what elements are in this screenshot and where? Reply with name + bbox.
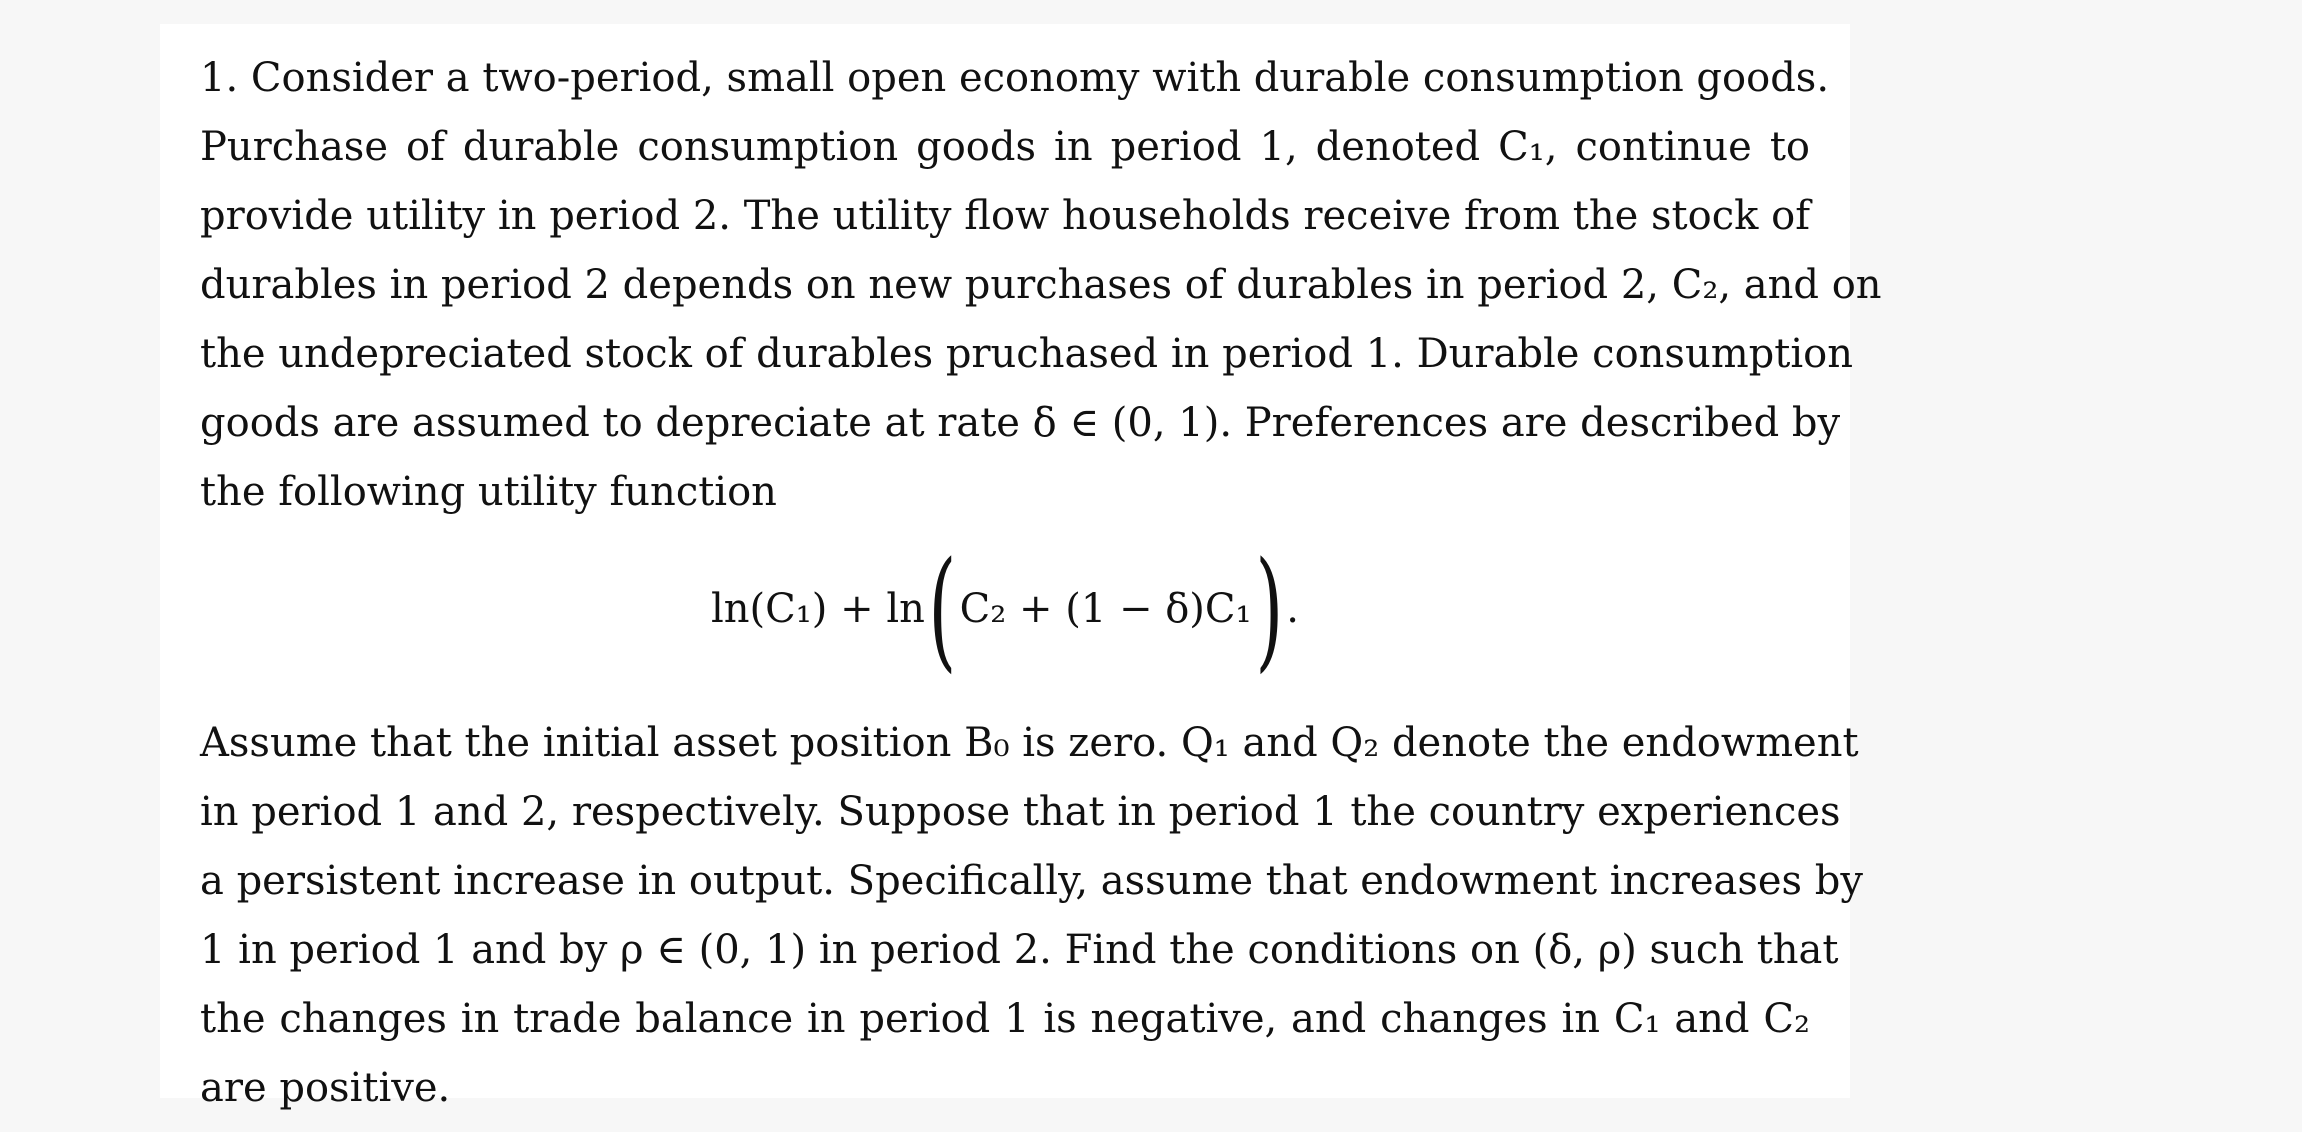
text-line: in period 1 and 2, respectively. Suppose that in period 1 the country experiences: [200, 789, 1841, 835]
equation-inner-term: C₂ + (1 − δ)C₁: [959, 586, 1252, 632]
text-line: durables in period 2 depends on new purchases of durables in period 2, C₂, and on: [200, 262, 1882, 308]
text-line: the undepreciated stock of durables pruchased in period 1. Durable consumption: [200, 331, 1853, 377]
left-paren-icon: (: [928, 533, 957, 685]
text-line: are positive.: [200, 1065, 451, 1111]
document-page: [160, 24, 1882, 1111]
text-line: 1 in period 1 and by ρ ∈ (0, 1) in period 2. Find the conditions on (δ, ρ) such that: [200, 927, 1839, 973]
equation-left-term: ln(C₁) + ln: [711, 586, 925, 632]
problem-paragraph-2: [200, 709, 1863, 1123]
text-line: 1. Consider a two-period, small open economy with durable consumption goods.: [200, 55, 1830, 101]
text-line: Assume that the initial asset position B₀ is zero. Q₁ and Q₂ denote the endowment: [200, 720, 1859, 766]
equation-period: .: [1286, 586, 1299, 632]
text-line: the changes in trade balance in period 1 is negative, and changes in C₁ and C₂: [200, 996, 1810, 1042]
text-line: a persistent increase in output. Specifically, assume that endowment increases by: [200, 858, 1863, 904]
utility-function-equation: [160, 534, 1850, 684]
text-line: provide utility in period 2. The utility flow households receive from the stock of: [200, 193, 1810, 239]
text-line: goods are assumed to depreciate at rate δ ∈ (0, 1). Preferences are described by: [200, 400, 1841, 446]
text-line: the following utility function: [200, 469, 777, 515]
problem-paragraph-1: [200, 44, 1882, 527]
text-line: Purchase of durable consumption goods in period 1, denoted C₁, continue to: [200, 124, 1810, 170]
right-paren-icon: ): [1254, 533, 1283, 685]
